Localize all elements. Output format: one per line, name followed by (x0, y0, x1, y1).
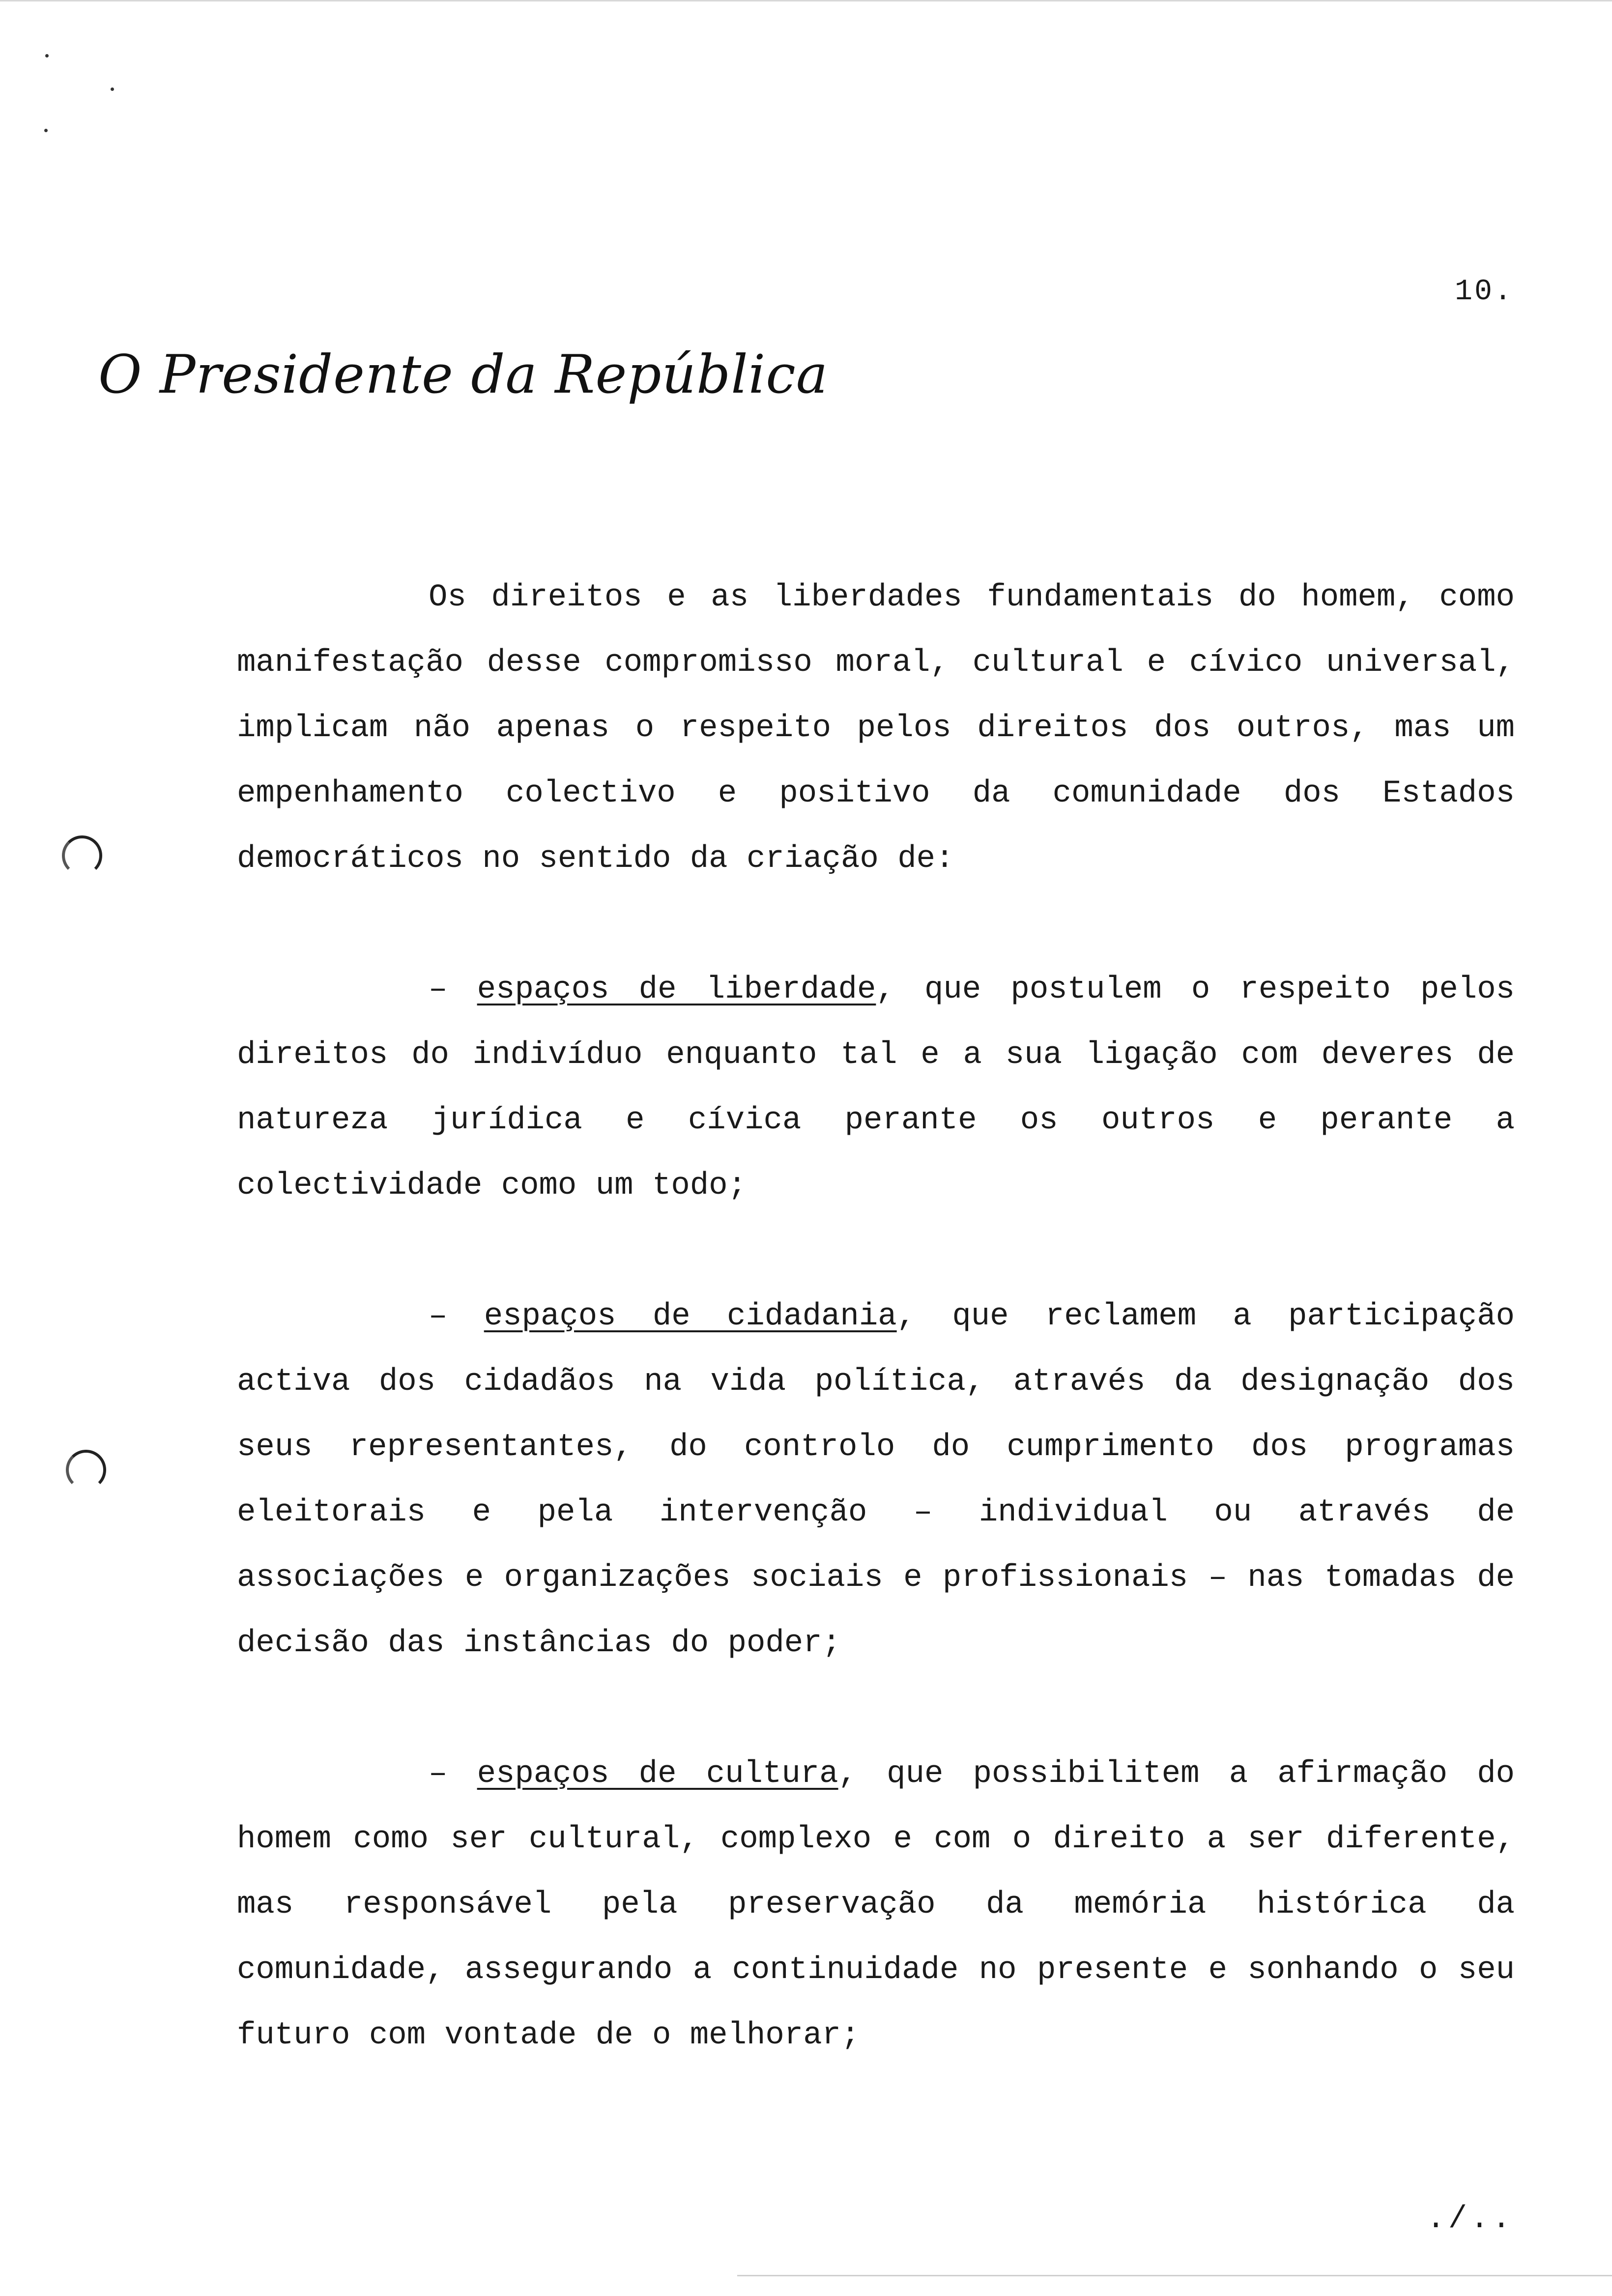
scan-bottom-edge (737, 2275, 1612, 2276)
document-body (237, 565, 1515, 2068)
page-number: 10. (1454, 275, 1514, 309)
bullet-text: , que possibilitem a afirmação do homem como ser cultural, complexo e com o direito a ser diferente, mas responsável pela preservação da memória histórica da comunidade, assegurando a continuidade no presente e sonhando o seu futuro com vontade de o melhorar; (237, 1756, 1515, 2053)
scan-speck (45, 54, 49, 57)
punch-hole-mark (66, 1450, 106, 1490)
scan-top-edge (0, 0, 1612, 1)
bullet-paragraph-liberdade (237, 957, 1515, 1219)
intro-paragraph: Os direitos e as liberdades fundamentais do homem, como manifestação desse compromisso moral, cultural e cívico universal, implicam não apenas o respeito pelos direitos dos outros, mas um empenhamento colectivo e positivo da comunidade dos Estados democráticos no sentido da criação de: (237, 580, 1515, 877)
bullet-text: , que postulem o respeito pelos direitos do indivíduo enquanto tal e a sua ligação com deveres de natureza jurídica e cívica perante os outros e perante a colectividade como um todo; (237, 972, 1515, 1204)
scan-speck (44, 129, 48, 132)
bullet-paragraph-cultura (237, 1742, 1515, 2068)
bullet-paragraph-cidadania (237, 1284, 1515, 1676)
bullet-dash: – (429, 1756, 448, 1792)
bullet-dash: – (429, 972, 448, 1007)
scan-speck (111, 87, 114, 91)
continuation-mark: ./.. (1426, 2202, 1514, 2237)
underlined-term: espaços de cultura (477, 1756, 838, 1792)
bullet-text: , que reclamem a participação activa dos cidadãos na vida política, através da designação dos seus representantes, do controlo do cumprimento dos programas eleitorais e pela intervenção – individual ou através de associações e organizações sociais e profissionais – nas tomadas de decisão das instâncias do poder; (237, 1299, 1515, 1661)
letterhead-signature: O Presidente da República (98, 344, 829, 405)
bullet-dash: – (429, 1299, 448, 1334)
underlined-term: espaços de liberdade (477, 972, 876, 1007)
underlined-term: espaços de cidadania (484, 1299, 897, 1334)
punch-hole-mark (62, 835, 102, 876)
